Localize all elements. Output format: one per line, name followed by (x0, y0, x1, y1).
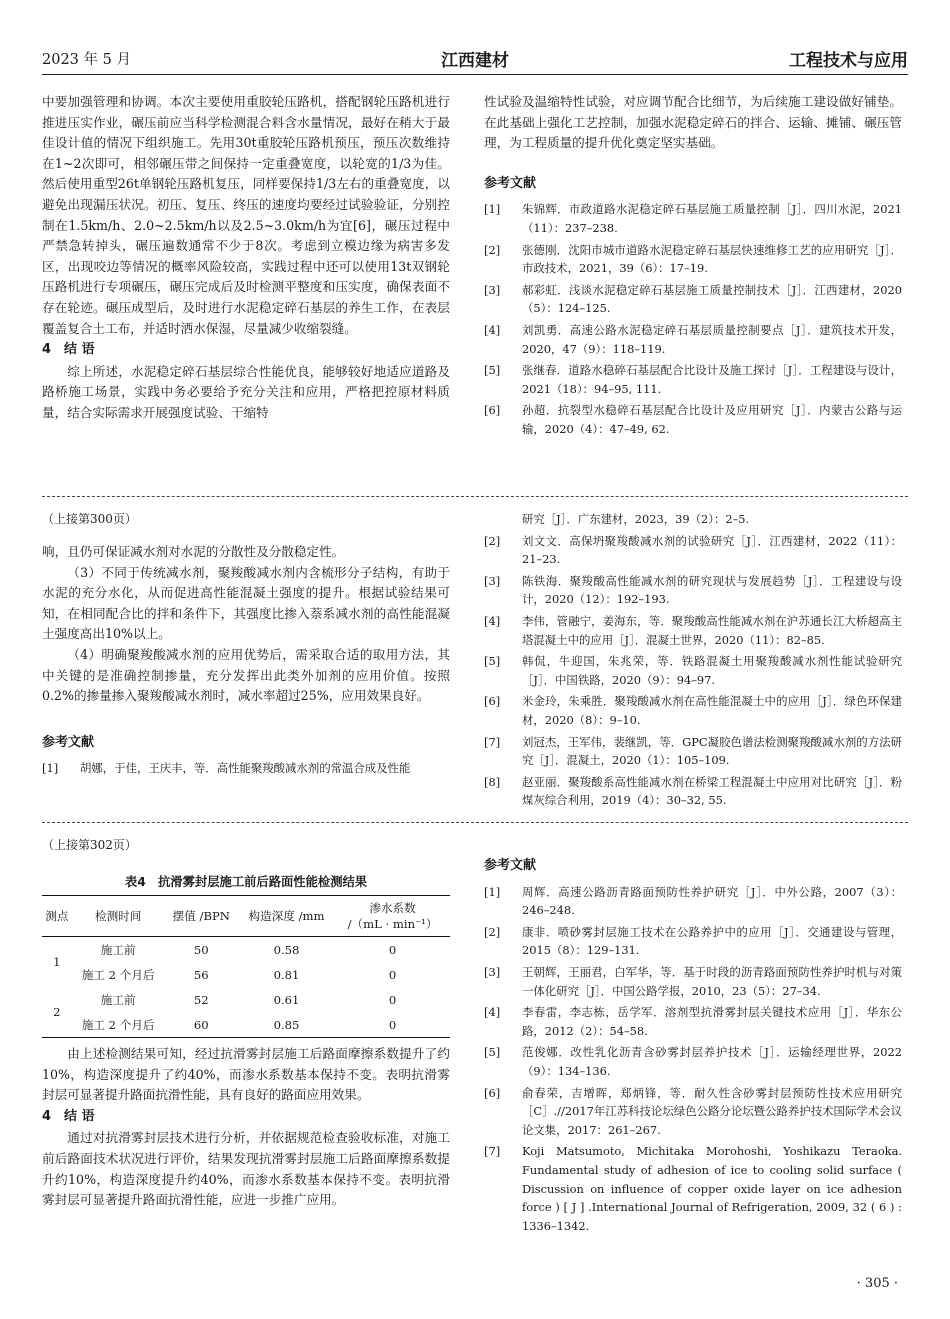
column-header: 构造深度 /mm (248, 909, 325, 923)
conclusion-paragraph: 通过对抗滑雾封层技术进行分析，并依据规范检查验收标准，对施工前后路面技术状况进行评价，结果发现抗滑雾封层施工后路面摩擦系数提升约10%，构造深度提升约40%，而渗水系数基本保持不变。表明抗滑雾封层可显著提升路面抗滑性能，应进一步推广应用。 (42, 1130, 450, 1208)
bottom-right-column (484, 856, 902, 1238)
page-number: · 305 · (856, 1276, 898, 1291)
reference-item (484, 401, 902, 438)
section-heading: 4 结 语 (42, 1108, 95, 1124)
table-cell: 施工 2 个月后 (81, 1017, 155, 1032)
table-cell: 2 (53, 1005, 61, 1019)
references-title: 参考文献 (484, 858, 537, 873)
reference-text: 范俊娜．改性乳化沥青含砂雾封层养护技术［J］．运输经理世界，2022（9）：134–136. (522, 1045, 902, 1078)
reference-item (484, 773, 902, 810)
reference-text: 米金玲，朱乘胜．聚羧酸减水剂在高性能混凝土中的应用［J］．绿色环保建材，2020（8）：9–10. (522, 694, 902, 727)
reference-number: [5] (484, 1045, 501, 1060)
running-header (42, 44, 908, 72)
reference-item (484, 883, 902, 920)
body-paragraph: 响，且仍可保证减水剂对水泥的分散性及分散稳定性。 (42, 544, 345, 559)
table-row (42, 987, 450, 1012)
performance-table (42, 895, 450, 1038)
reference-item (484, 923, 902, 960)
reference-number: [7] (484, 734, 501, 749)
reference-number: [3] (484, 282, 501, 297)
reference-number: [2] (484, 242, 501, 257)
reference-number: [6] (484, 694, 501, 709)
reference-number: [6] (484, 1085, 501, 1100)
body-paragraph: 由上述检测结果可知，经过抗滑雾封层施工后路面摩擦系数提升了约10%，构造深度提升了约40%，而渗水系数基本保持不变。表明抗滑雾封层可显著提升路面抗滑性能，具有良好的路面应用效果。 (42, 1046, 450, 1103)
mid-left-column (42, 542, 450, 781)
continuation-note: （上接第300页） (42, 512, 137, 526)
table-cell: 0 (388, 942, 397, 957)
table-cell: 0.58 (273, 942, 300, 957)
table-cell: 0.85 (273, 1017, 300, 1032)
reference-item (484, 361, 902, 398)
issue-date: 2023 年 5 月 (42, 52, 131, 68)
reference-number: [2] (484, 924, 501, 939)
reference-text: 赵亚丽．聚羧酸系高性能减水剂在桥梁工程混凝土中应用对比研究［J］．粉煤灰综合利用，2019（4）：30–32, 55. (522, 774, 902, 808)
reference-number: [5] (484, 654, 501, 669)
table-cell: 0 (388, 1017, 397, 1032)
reference-item (484, 321, 902, 358)
reference-text: 刘文文．高保坍聚羧酸减水剂的试验研究［J］．江西建材，2022（11）：21–23. (522, 533, 902, 567)
body-paragraph: （3）不同于传统减水剂，聚羧酸减水剂内含梳形分子结构，有助于水泥的充分水化，从而促进高性能混凝土强度的提升。根据试验结果可知，在相同配合比的拌和条件下，其强度比掺入萘系减水剂的高性能混凝土强度高出10%以上。 (42, 564, 450, 642)
reference-text: 郝彩虹．浅谈水泥稳定碎石基层施工质量控制技术［J］．江西建材，2020（5）：124–125. (522, 282, 902, 316)
reference-number: [8] (484, 774, 501, 789)
reference-number: [6] (484, 403, 501, 418)
reference-text: 孙超．抗裂型水稳碎石基层配合比设计及应用研究［J］．内蒙古公路与运输，2020（4）：47–49, 62. (522, 403, 902, 436)
reference-item (484, 612, 902, 649)
bottom-left-column (42, 1044, 450, 1211)
reference-number: [3] (484, 573, 501, 588)
reference-list (484, 510, 902, 810)
section-heading: 4 结 语 (42, 342, 95, 358)
reference-number: [1] (484, 884, 501, 899)
top-right-column (484, 92, 902, 442)
reference-number: [4] (484, 613, 501, 628)
reference-item (484, 241, 902, 278)
references-title: 参考文献 (42, 734, 95, 750)
reference-list (484, 200, 902, 438)
reference-text: 李伟，管融宁，姜海东，等．聚羧酸高性能减水剂在沪苏通长江大桥超高主塔混凝土中的应用［J］．混凝土世界，2020（11）：82–85. (522, 613, 902, 647)
header-rule (42, 74, 908, 75)
reference-text: 刘凯勇．高速公路水泥稳定碎石基层质量控制要点［J］．建筑技术开发，2020，47（9）：118–119. (522, 322, 902, 356)
data-table-block (42, 872, 450, 1038)
reference-item (484, 733, 902, 770)
column-header-unit: /（mL · min⁻¹） (347, 917, 438, 931)
section-title: 工程技术与应用 (789, 51, 908, 71)
reference-list (42, 759, 450, 778)
table-cell: 60 (193, 1017, 209, 1032)
reference-number: [2] (484, 533, 501, 548)
reference-item (484, 963, 902, 1000)
reference-number: [1] (484, 202, 501, 217)
body-paragraph: 性试验及温缩特性试验，对应调节配合比细节，为后续施工建设做好铺垫。在此基础上强化工艺控制，加强水泥稳定碎石的拌合、运输、摊铺、碾压管理，为工程质量的提升优化奠定坚实基础。 (484, 94, 902, 151)
reference-number: [7] (484, 1144, 501, 1159)
reference-number: [1] (42, 761, 59, 776)
table-cell: 1 (53, 955, 61, 969)
table-caption: 表4 抗滑雾封层施工前后路面性能检测结果 (124, 875, 368, 889)
table-cell: 施工 2 个月后 (81, 967, 155, 982)
reference-text: 张德刚．沈阳市城市道路水泥稳定碎石基层快速维修工艺的应用研究［J］．市政技术，2021，39（6）：17–19. (522, 242, 902, 276)
reference-item (484, 532, 902, 569)
reference-item-continued (484, 510, 902, 529)
reference-text: 周辉．高速公路沥青路面预防性养护研究［J］．中外公路，2007（3）：246–248. (522, 884, 902, 918)
table-cell: 0 (388, 967, 397, 982)
reference-text: 刘冠杰，王军伟，裴继凯，等．GPC凝胶色谱法检测聚羧酸减水剂的方法研究［J］．混凝土，2020（1）：105–109. (522, 734, 902, 768)
column-header (335, 896, 450, 937)
table-row (42, 962, 450, 987)
table-cell: 52 (193, 992, 209, 1007)
continuation-note: （上接第302页） (42, 838, 137, 852)
conclusion-paragraph: 综上所述，水泥稳定碎石基层综合性能优良，能够较好地适应道路及路桥施工场景，实践中务必要给予充分关注和应用，严格把控原材料质量，结合实际需求开展强度试验、干缩特 (42, 363, 450, 420)
column-header-line: 渗水系数 (369, 901, 416, 915)
table-cell: 施工前 (100, 992, 136, 1007)
reference-item (484, 572, 902, 609)
reference-text: 张继春．道路水稳碎石基层配合比设计及施工探讨［J］．工程建设与设计，2021（18）：94–95, 111. (522, 363, 902, 396)
reference-item (484, 281, 902, 318)
reference-item (484, 692, 902, 729)
reference-item (484, 652, 902, 689)
reference-item (484, 1084, 902, 1140)
reference-text: 陈铁海．聚羧酸高性能减水剂的研究现状与发展趋势［J］．工程建设与设计，2020（12）：192–193. (522, 573, 902, 607)
article-separator (42, 822, 908, 823)
reference-text: 康非．喷砂雾封层施工技术在公路养护中的应用［J］．交通建设与管理，2015（8）：129–131. (522, 924, 902, 958)
reference-text: Koji Matsumoto, Michitaka Morohoshi, Yoshikazu Teraoka. Fundamental study of adhesion of ice to cooling solid surface ( Discussion on influence of copper oxide layer on ice adhesion force ) [ J ] .International Journal of Refrigeration, 2009, 32 ( 6 ) : 1336–1342. (522, 1144, 902, 1233)
mid-right-column (484, 510, 902, 813)
reference-number: [4] (484, 1005, 501, 1020)
column-header: 测点 (45, 909, 69, 923)
journal-title: 江西建材 (441, 51, 509, 71)
reference-item (484, 1142, 902, 1235)
references-title: 参考文献 (484, 175, 537, 191)
body-paragraph: 中要加强管理和协调。本次主要使用重胶轮压路机，搭配钢轮压路机进行推进压实作业，碾压前应当科学检测混合料含水量情况，最好在稍大于最佳设计值的情况下组织施工。先用30t重胶轮压路机预压，预压次数维持在1~2次即可，相邻碾压带之间保持一定重叠宽度，以轮宽的1/3为佳。然后使用重型26t单钢轮压路机复压，同样要保持1/3左右的重叠宽度，以避免出现漏压状况。初压、复压、终压的速度均要经过试验验证，分别控制在1.5km/h、2.0~2.5km/h以及2.5~3.0km/h为宜[6]，碾压过程中严禁急转掉头，碾压遍数通常不少于8次。考虑到立模边缘为病害多发区，出现咬边等情况的概率风险较高，实践过程中还可以使用13t双钢轮压路机进行专项碾压，碾压完成后及时检测平整度和压实度，确保表面不存在轮迹。碾压成型后，及时进行水泥稳定碎石基层的养生工作，在表层覆盖复合土工布，并适时洒水保湿，尽量减少收缩裂缝。 (42, 94, 450, 336)
reference-item (484, 1043, 902, 1080)
table-cell: 0.81 (273, 967, 300, 982)
table-row (42, 937, 450, 963)
column-header: 摆值 /BPN (172, 909, 230, 923)
table-cell: 0.61 (273, 992, 300, 1007)
article-separator (42, 496, 908, 497)
reference-text: 胡娜，于佳，王庆丰，等．高性能聚羧酸减水剂的常温合成及性能 (80, 761, 411, 776)
table-cell: 56 (193, 967, 209, 982)
top-left-column (42, 92, 450, 424)
reference-text: 李春雷，李志栋，岳学军．溶剂型抗滑雾封层关键技术应用［J］．华东公路，2012（2）：54–58. (522, 1005, 902, 1038)
reference-text: 王朝辉，王丽君，白军华，等．基于时段的沥青路面预防性养护时机与对策一体化研究［J］．中国公路学报，2010，23（5）：27–34. (522, 964, 902, 998)
reference-number: [4] (484, 322, 501, 337)
table-cell: 施工前 (100, 942, 136, 957)
reference-text: 研究［J］．广东建材，2023，39（2）：2–5. (522, 512, 750, 526)
table-cell: 50 (193, 942, 209, 957)
reference-number: [3] (484, 964, 501, 979)
reference-text: 朱锦辉．市政道路水泥稳定碎石基层施工质量控制［J］．四川水泥，2021（11）：237–238. (522, 202, 902, 235)
reference-text: 俞春荣，吉增晖，郑炳锋，等．耐久性含砂雾封层预防性技术应用研究［C］.//2017年江苏科技论坛绿色公路分论坛暨公路养护技术国际学术会议论文集，2017：261–267. (522, 1085, 902, 1137)
reference-item (42, 759, 450, 778)
body-paragraph: （4）明确聚羧酸减水剂的应用优势后，需采取合适的取用方法，其中关键的是准确控制掺量，充分发挥出此类外加剂的应用价值。按照0.2%的掺量掺入聚羧酸减水剂时，减水率超过25%，应用效果良好。 (42, 646, 450, 704)
table-cell: 0 (388, 992, 397, 1007)
reference-list (484, 883, 902, 1236)
reference-item (484, 1003, 902, 1040)
reference-text: 韩侃，牛迎国，朱兆荣，等．铁路混凝土用聚羧酸减水剂性能试验研究［J］．中国铁路，2020（9）：94–97. (522, 654, 902, 687)
reference-number: [5] (484, 363, 501, 378)
reference-item (484, 200, 902, 237)
table-row (42, 1012, 450, 1038)
column-header: 检测时间 (94, 909, 142, 923)
